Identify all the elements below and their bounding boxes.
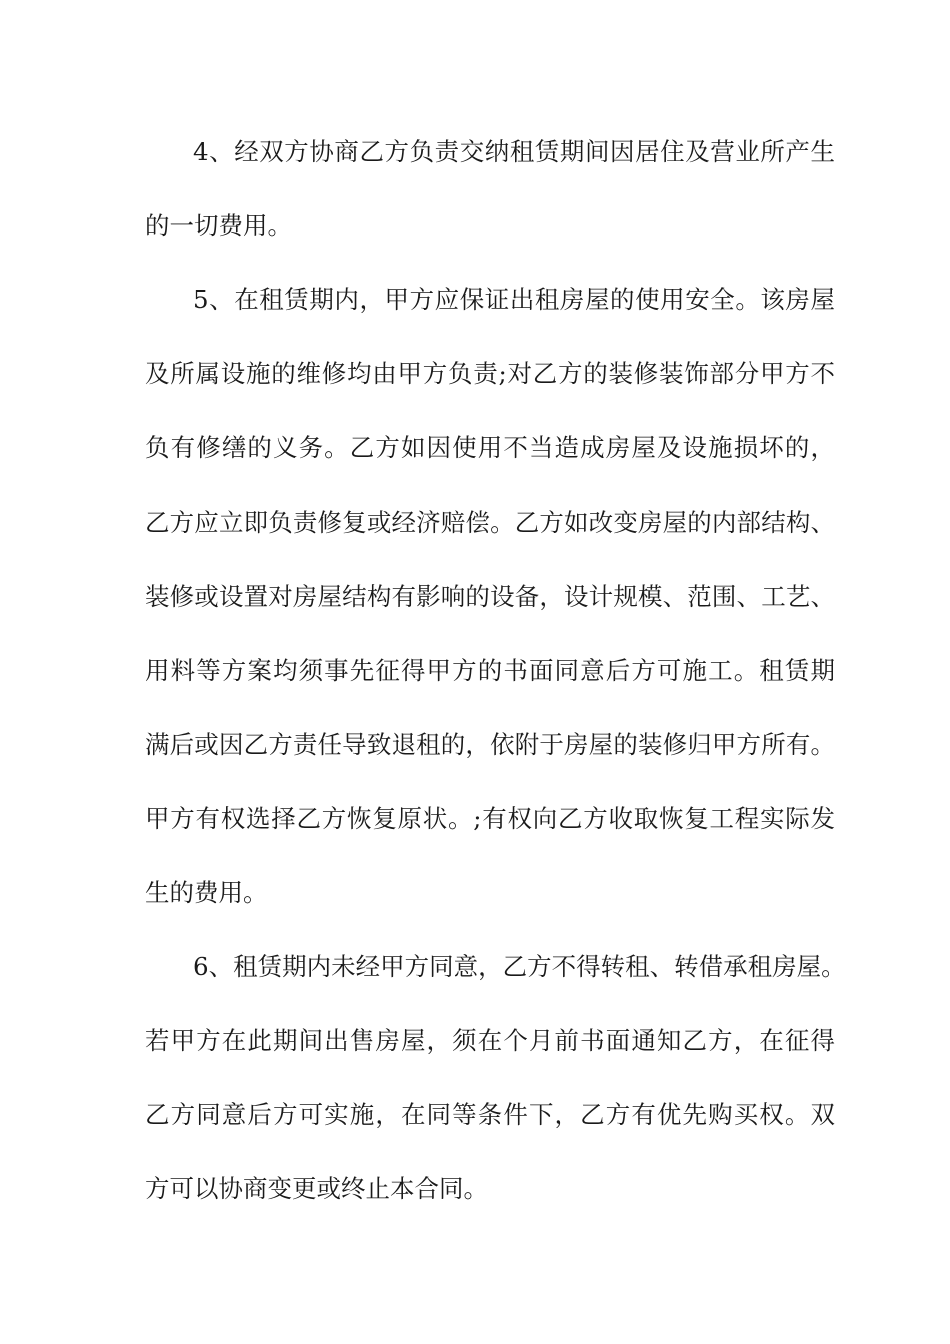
clause-5-line-8: 甲方有权选择乙方恢复原状。;有权向乙方收取恢复工程实际发: [145, 804, 835, 833]
clause-5-line-2: 及所属设施的维修均由甲方负责;对乙方的装修装饰部分甲方不: [145, 359, 835, 388]
clause-5-line-7: 满后或因乙方责任导致退租的，依附于房屋的装修归甲方所有。: [145, 730, 835, 759]
clause-5-line-4: 乙方应立即负责修复或经济赔偿。乙方如改变房屋的内部结构、: [145, 508, 835, 537]
clause-6-line-1: 6、租赁期内未经甲方同意，乙方不得转租、转借承租房屋。: [193, 952, 846, 981]
clause-5-line-9: 生的费用。: [145, 878, 268, 907]
clause-5-line-6: 用料等方案均须事先征得甲方的书面同意后方可施工。租赁期: [145, 656, 835, 685]
clause-6-line-3: 乙方同意后方可实施，在同等条件下，乙方有优先购买权。双: [145, 1100, 835, 1129]
clause-4-line-1: 4、经双方协商乙方负责交纳租赁期间因居住及营业所产生: [193, 137, 835, 166]
clause-5-line-1: 5、在租赁期内，甲方应保证出租房屋的使用安全。该房屋: [193, 285, 835, 314]
clause-6-line-4: 方可以协商变更或终止本合同。: [145, 1174, 488, 1203]
clause-6-line-2: 若甲方在此期间出售房屋，须在个月前书面通知乙方，在征得: [145, 1026, 835, 1055]
clause-4-line-2: 的一切费用。: [145, 211, 292, 240]
clause-5-line-5: 装修或设置对房屋结构有影响的设备，设计规模、范围、工艺、: [145, 582, 835, 611]
clause-5-line-3: 负有修缮的义务。乙方如因使用不当造成房屋及设施损坏的，: [145, 433, 835, 462]
